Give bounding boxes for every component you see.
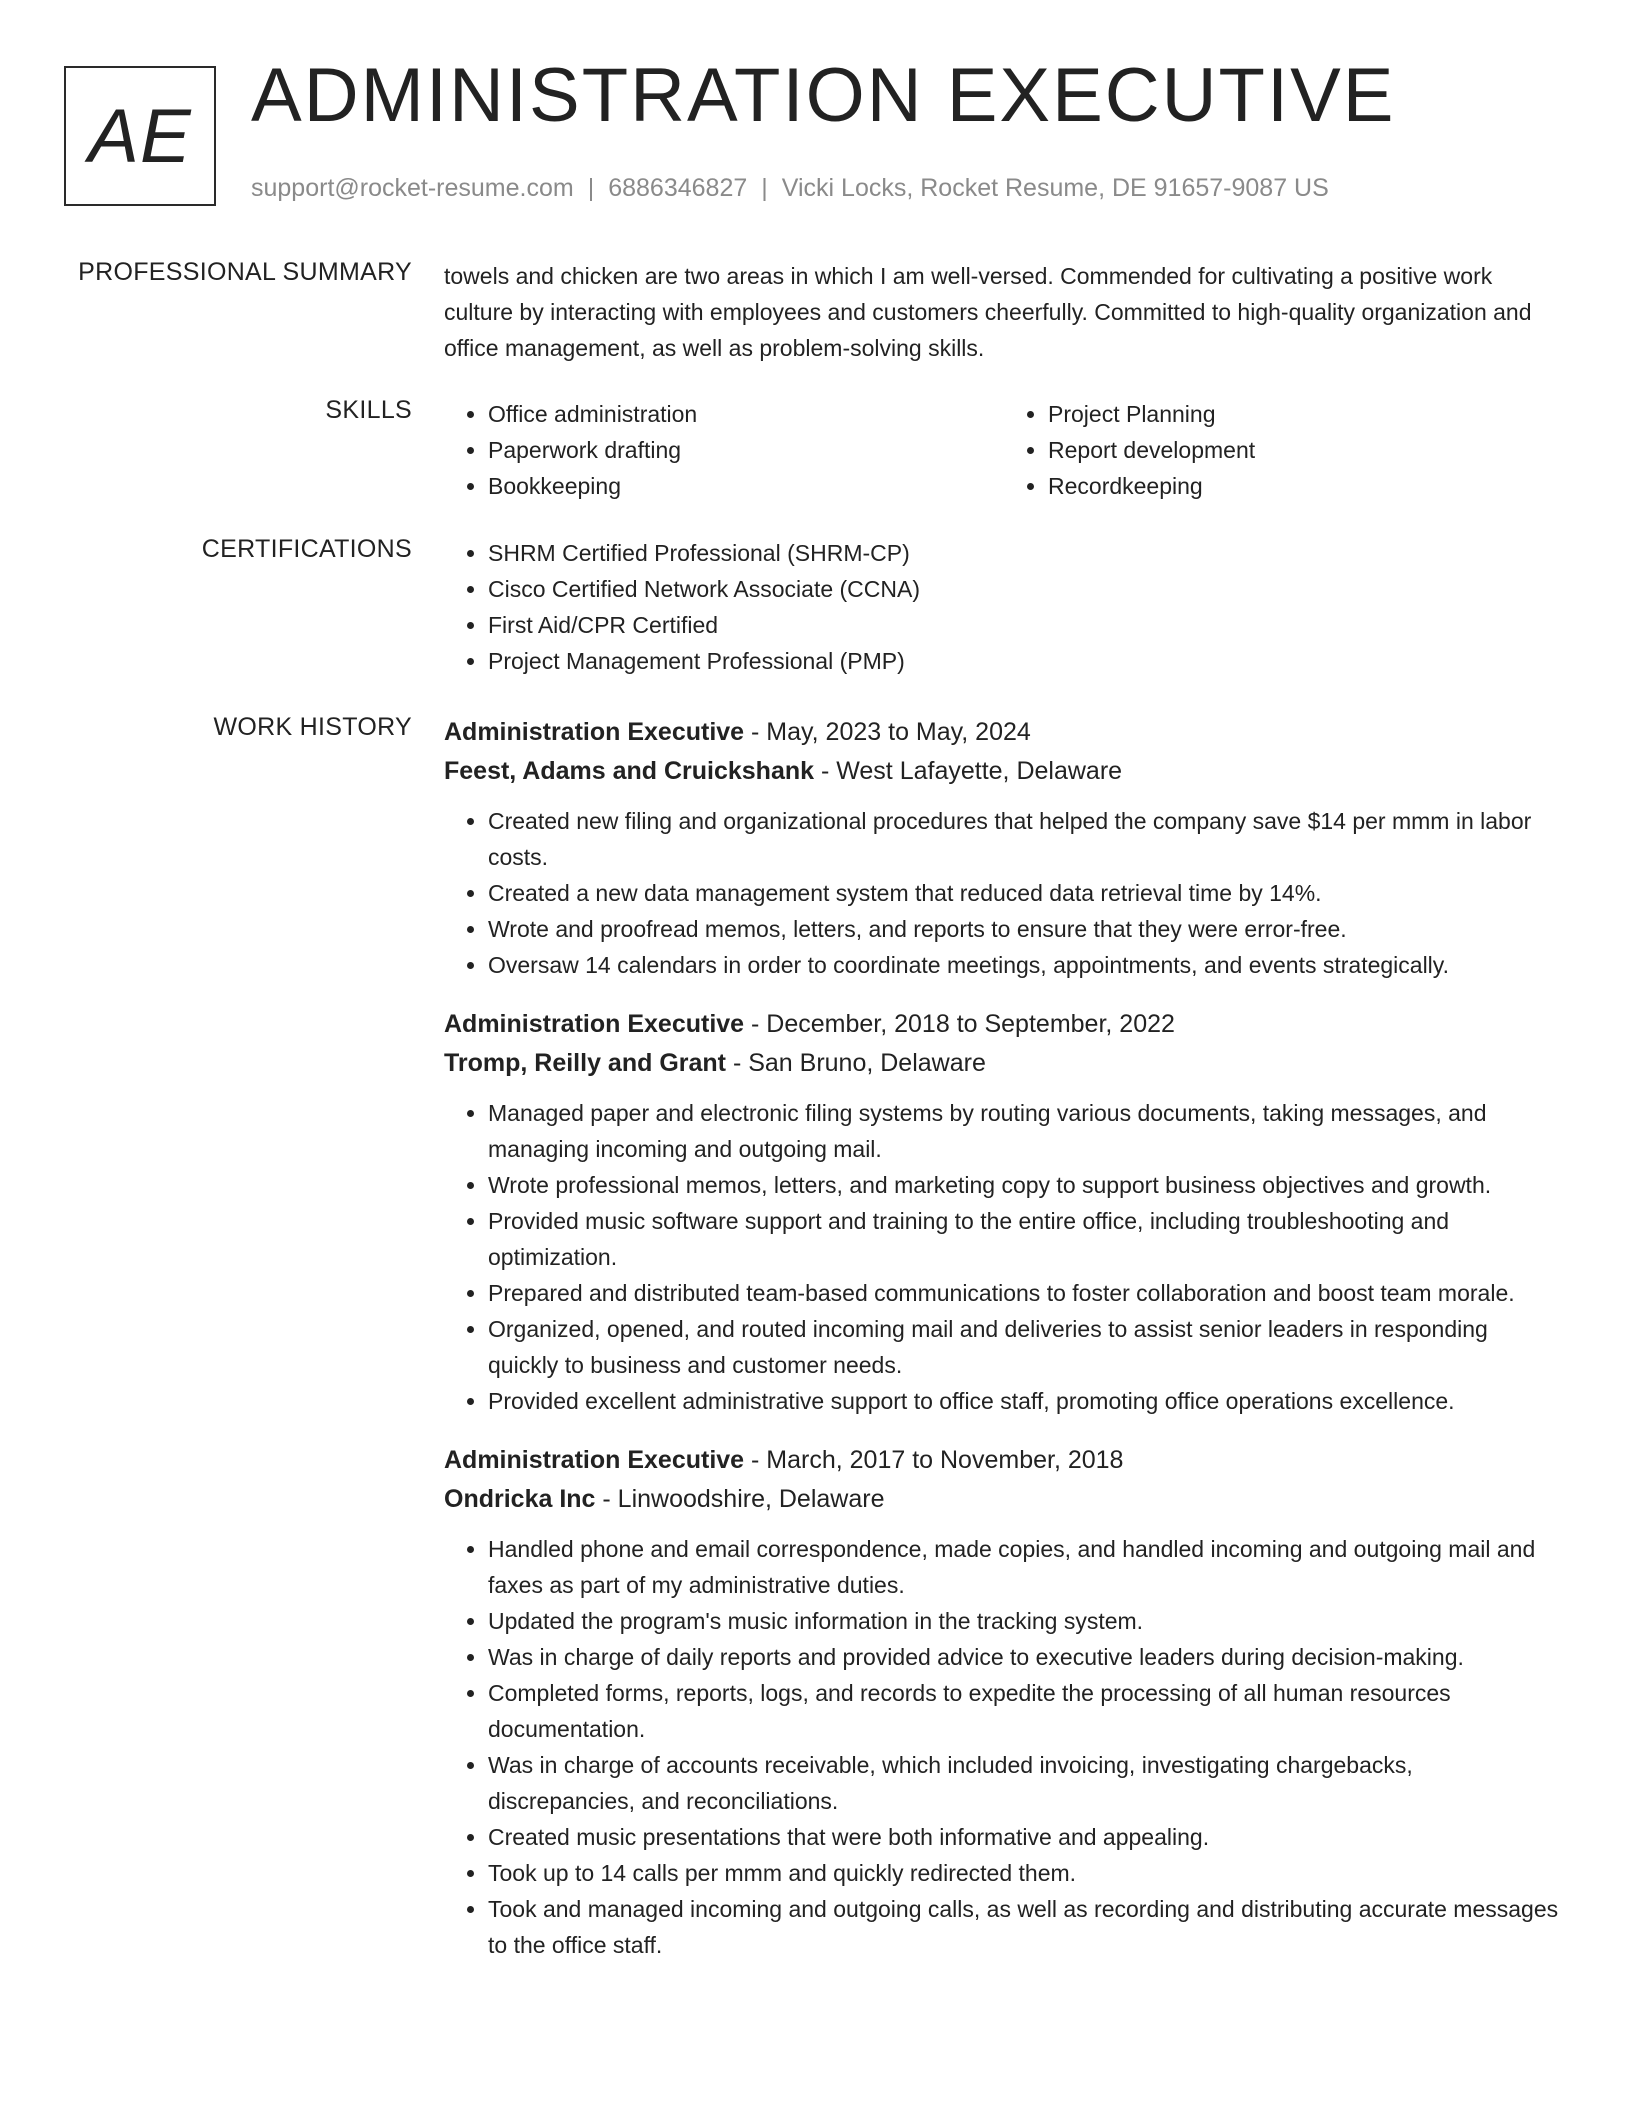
section-label-summary: PROFESSIONAL SUMMARY — [78, 258, 412, 286]
job-bullet: • Created a new data management system that reduced data retrieval time by 14%. — [488, 875, 1564, 911]
job-bullet: • Wrote professional memos, letters, and marketing copy to support business objectives and growth. — [488, 1167, 1564, 1203]
section-label-certifications: CERTIFICATIONS — [201, 535, 412, 563]
job-bullets — [444, 803, 1564, 983]
job-title-line — [444, 713, 1564, 752]
job-bullet: • Created new filing and organizational procedures that helped the company save $14 per mmm in labor costs. — [488, 803, 1564, 875]
job-bullet: • Completed forms, reports, logs, and records to expedite the processing of all human resources documentation. — [488, 1675, 1564, 1747]
contact-line — [251, 174, 1329, 203]
certification-item: • SHRM Certified Professional (SHRM-CP) — [488, 535, 1564, 571]
contact-email[interactable]: support@rocket-resume.com — [251, 174, 574, 202]
contact-separator: | — [761, 174, 768, 202]
job-title-line — [444, 1441, 1564, 1480]
work-history-content — [444, 713, 1564, 1985]
skill-item: • Office administration — [488, 396, 1004, 432]
certifications-content — [444, 535, 1564, 679]
job-title: Administration Executive — [444, 718, 745, 746]
summary-content — [444, 258, 1564, 366]
job-bullet: • Wrote and proofread memos, letters, and reports to ensure that they were error-free. — [488, 911, 1564, 947]
job-bullet: • Was in charge of accounts receivable, which included invoicing, investigating chargebacks, discrepancies, and reconciliations. — [488, 1747, 1564, 1819]
certification-item: • Project Management Professional (PMP) — [488, 643, 1564, 679]
job-location: - West Lafayette, Delaware — [814, 757, 1123, 785]
job-bullet: • Took up to 14 calls per mmm and quickly redirected them. — [488, 1855, 1564, 1891]
skill-item: • Paperwork drafting — [488, 432, 1004, 468]
section-label-work-history: WORK HISTORY — [213, 713, 412, 741]
job-bullet: • Took and managed incoming and outgoing calls, as well as recording and distributing accurate messages to the office staff. — [488, 1891, 1564, 1963]
job-entry — [444, 1441, 1564, 1963]
job-company: Tromp, Reilly and Grant — [444, 1049, 726, 1077]
skill-item: • Recordkeeping — [1048, 468, 1564, 504]
job-bullet: • Provided music software support and training to the entire office, including troubleshooting and optimization. — [488, 1203, 1564, 1275]
job-bullets — [444, 1095, 1564, 1419]
contact-separator: | — [587, 174, 595, 202]
skill-item: • Project Planning — [1048, 396, 1564, 432]
job-location: - Linwoodshire, Delaware — [595, 1485, 885, 1513]
job-bullet: • Managed paper and electronic filing systems by routing various documents, taking messages, and managing incoming and outgoing mail. — [488, 1095, 1564, 1167]
monogram-logo: AE — [64, 66, 216, 206]
job-company-line — [444, 1044, 1564, 1083]
job-title-line — [444, 1005, 1564, 1044]
summary-text: towels and chicken are two areas in which I am well-versed. Commended for cultivating a positive work culture by interacting with employees and customers cheerfully. Committed to high-quality organization and office management, as well as problem-solving skills. — [444, 263, 1532, 361]
job-bullets — [444, 1531, 1564, 1963]
skills-content — [444, 396, 1564, 504]
job-dates: - March, 2017 to November, 2018 — [744, 1446, 1124, 1474]
certifications-list — [444, 535, 1564, 679]
job-title: Administration Executive — [444, 1446, 745, 1474]
job-bullet: • Oversaw 14 calendars in order to coordinate meetings, appointments, and events strategically. — [488, 947, 1564, 983]
certification-item: • First Aid/CPR Certified — [488, 607, 1564, 643]
job-company-line — [444, 1480, 1564, 1519]
job-company: Feest, Adams and Cruickshank — [444, 757, 815, 785]
job-company-line — [444, 752, 1564, 791]
job-bullet: • Prepared and distributed team-based communications to foster collaboration and boost team morale. — [488, 1275, 1564, 1311]
job-title: Administration Executive — [444, 1010, 745, 1038]
job-dates: - May, 2023 to May, 2024 — [744, 718, 1031, 746]
job-bullet: • Handled phone and email correspondence, made copies, and handled incoming and outgoing mail and faxes as part of my administrative duties. — [488, 1531, 1564, 1603]
skills-column-left — [444, 396, 1004, 504]
contact-address: Vicki Locks, Rocket Resume, DE 91657-9087 US — [781, 174, 1329, 202]
job-entry — [444, 713, 1564, 983]
job-company: Ondricka Inc — [444, 1485, 596, 1513]
job-bullet: • Updated the program's music information in the tracking system. — [488, 1603, 1564, 1639]
resume-name: ADMINISTRATION EXECUTIVE — [251, 53, 1396, 138]
contact-phone[interactable]: 6886346827 — [608, 174, 748, 202]
job-dates: - December, 2018 to September, 2022 — [744, 1010, 1175, 1038]
job-location: - San Bruno, Delaware — [726, 1049, 986, 1077]
job-bullet: • Provided excellent administrative support to office staff, promoting office operations excellence. — [488, 1383, 1564, 1419]
section-label-skills: SKILLS — [325, 396, 412, 424]
job-bullet: • Organized, opened, and routed incoming mail and deliveries to assist senior leaders in responding quickly to business and customer needs. — [488, 1311, 1564, 1383]
job-bullet: • Created music presentations that were both informative and appealing. — [488, 1819, 1564, 1855]
skills-column-right — [1004, 396, 1564, 504]
skill-item: • Bookkeeping — [488, 468, 1004, 504]
job-bullet: • Was in charge of daily reports and provided advice to executive leaders during decision-making. — [488, 1639, 1564, 1675]
job-entry — [444, 1005, 1564, 1419]
certification-item: • Cisco Certified Network Associate (CCNA) — [488, 571, 1564, 607]
skill-item: • Report development — [1048, 432, 1564, 468]
